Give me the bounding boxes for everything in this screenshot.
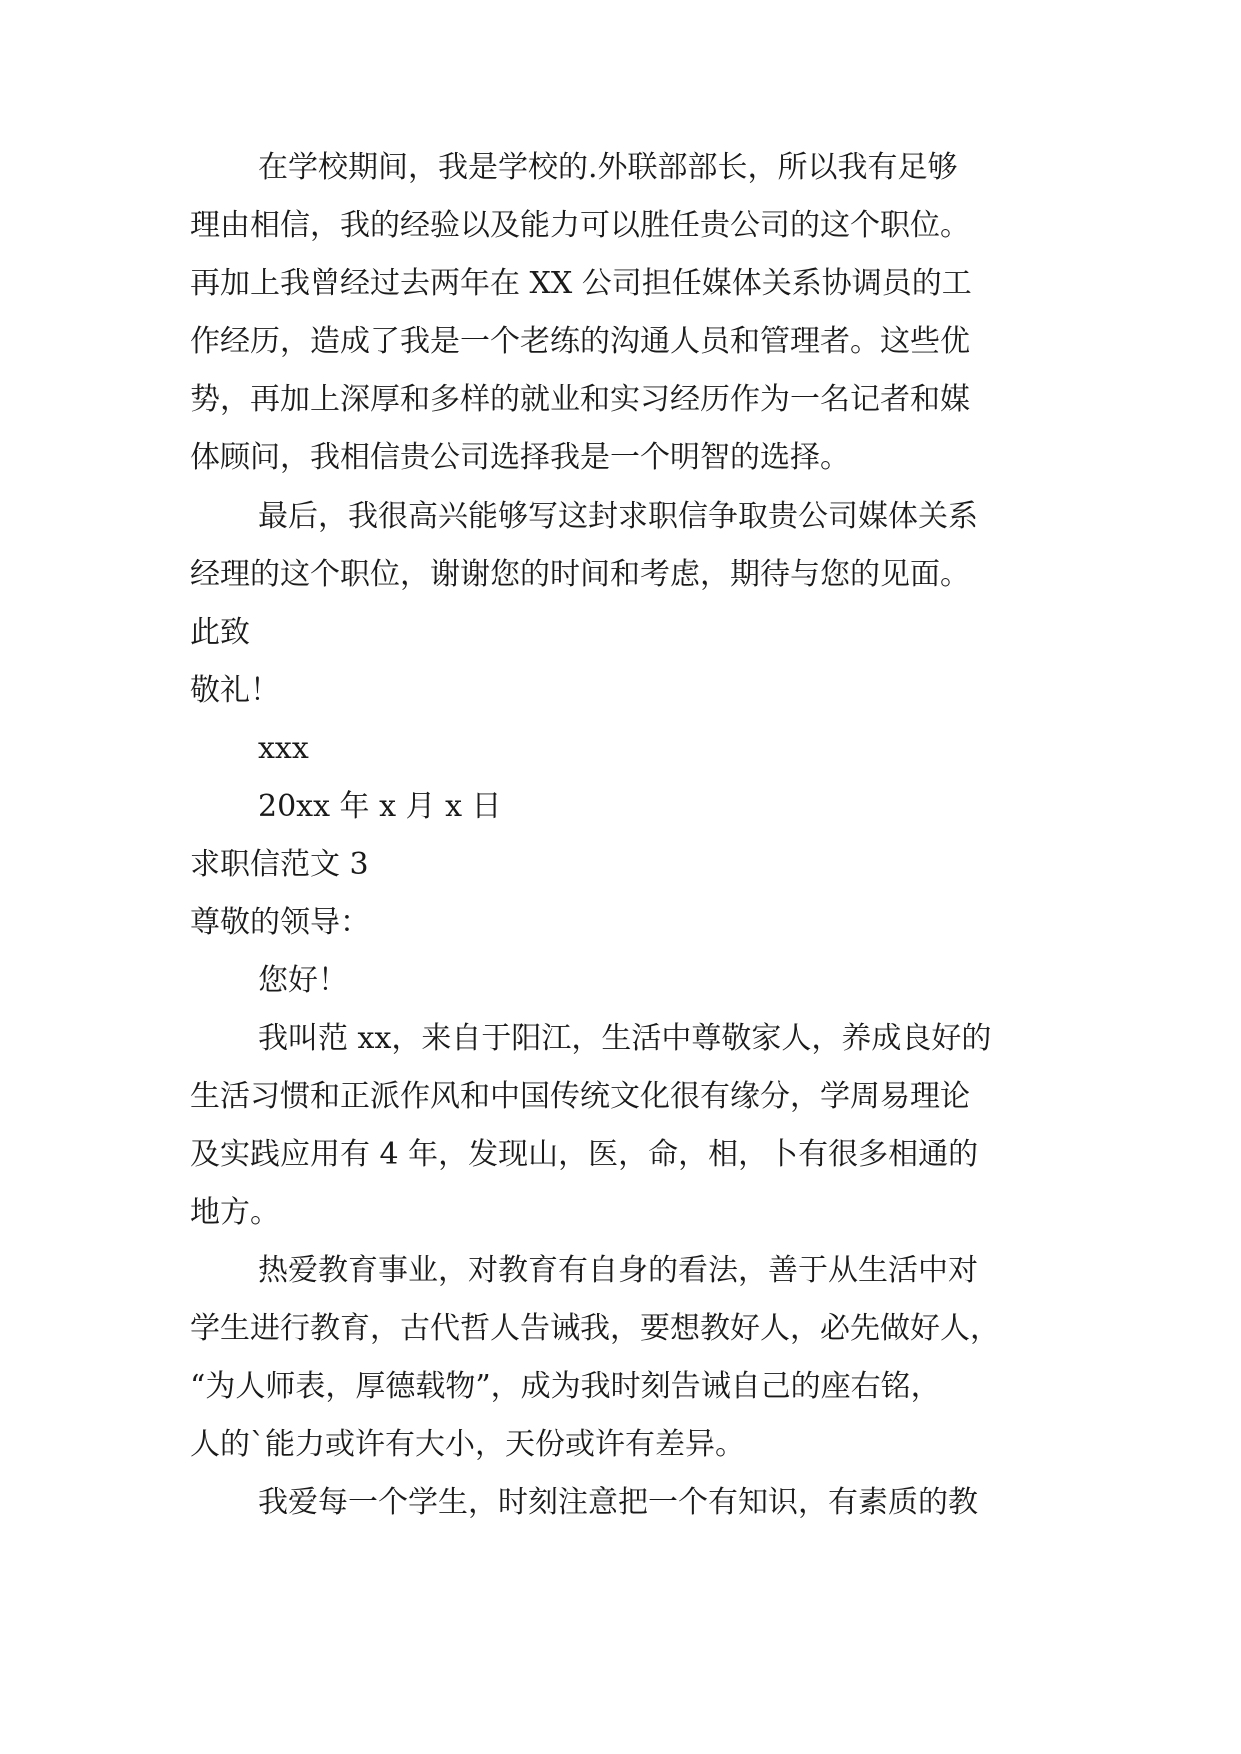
body-line: “为人师表，厚德载物”，成为我时刻告诫自己的座右铭， xyxy=(190,1369,941,1404)
signature-name: xxx xyxy=(258,731,309,766)
body-line: 经理的这个职位，谢谢您的时间和考虑，期待与您的见面。 xyxy=(190,557,970,592)
body-line: 体顾问，我相信贵公司选择我是一个明智的选择。 xyxy=(190,440,850,475)
body-line: 人的`能力或许有大小，天份或许有差异。 xyxy=(190,1427,745,1462)
body-line: 最后，我很高兴能够写这封求职信争取贵公司媒体关系 xyxy=(258,499,978,534)
body-line: 理由相信，我的经验以及能力可以胜任贵公司的这个职位。 xyxy=(190,208,970,243)
body-line: 地方。 xyxy=(190,1195,280,1230)
greeting: 您好！ xyxy=(258,963,348,998)
closing-line: 此致 xyxy=(190,615,250,650)
body-line: 及实践应用有 4 年，发现山，医，命，相，卜有很多相通的 xyxy=(190,1137,979,1172)
signature-date: 20xx 年 x 月 x 日 xyxy=(258,789,502,824)
body-line: 热爱教育事业，对教育有自身的看法，善于从生活中对 xyxy=(258,1253,978,1288)
salutation: 尊敬的领导： xyxy=(190,905,370,940)
body-line: 我叫范 xx，来自于阳江，生活中尊敬家人，养成良好的 xyxy=(258,1021,992,1056)
body-line: 学生进行教育，古代哲人告诫我，要想教好人，必先做好人， xyxy=(190,1311,1000,1346)
body-line: 作经历，造成了我是一个老练的沟通人员和管理者。这些优 xyxy=(190,324,970,359)
body-line: 再加上我曾经过去两年在 XX 公司担任媒体关系协调员的工 xyxy=(190,266,972,301)
body-line: 我爱每一个学生，时刻注意把一个有知识，有素质的教 xyxy=(258,1485,978,1520)
closing-line: 敬礼！ xyxy=(190,673,280,708)
body-line: 在学校期间，我是学校的.外联部部长，所以我有足够 xyxy=(258,150,958,185)
body-line: 生活习惯和正派作风和中国传统文化很有缘分，学周易理论 xyxy=(190,1079,970,1114)
section-title: 求职信范文 3 xyxy=(190,847,369,882)
body-line: 势，再加上深厚和多样的就业和实习经历作为一名记者和媒 xyxy=(190,382,970,417)
